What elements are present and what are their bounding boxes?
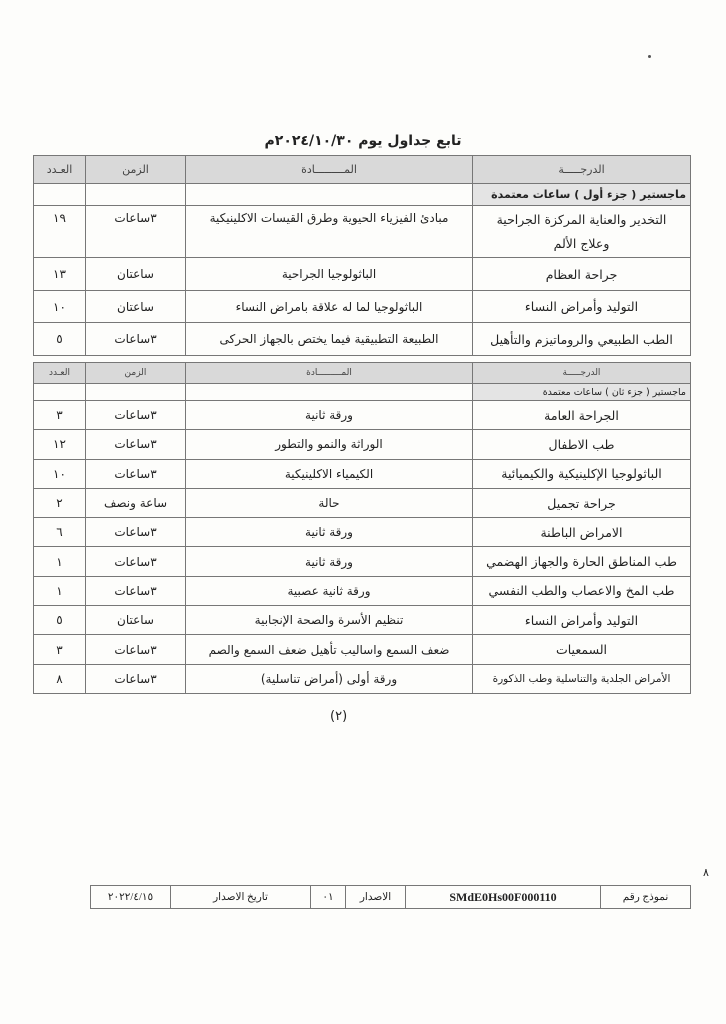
table-header [34, 156, 691, 184]
count-cell: ٣ [34, 401, 86, 430]
count-cell: ١٢ [34, 430, 86, 459]
table-row [34, 323, 691, 356]
header-time: الزمن [86, 156, 186, 184]
table-row [34, 488, 691, 517]
issue-label: الاصدار [346, 886, 406, 909]
section-label: ماجستير ( جزء ثان ) ساعات معتمدة [473, 384, 691, 401]
subject-cell: الباثولوجيا الجراحية [186, 258, 473, 291]
degree-cell: الأمراض الجلدية والتناسلية وطب الذكورة [473, 664, 691, 693]
header-time: الزمن [86, 363, 186, 384]
form-footer-table [90, 885, 691, 909]
degree-cell-line2: وعلاج الألم [553, 235, 610, 251]
count-cell: ٢ [34, 488, 86, 517]
section-row [34, 184, 691, 206]
subject-cell: الكيمياء الاكلينيكية [186, 459, 473, 488]
scan-speck [648, 55, 651, 58]
subject-cell: مبادئ الفيزياء الحيوية وطرق القيسات الاكلينيكية [186, 206, 473, 258]
count-cell: ٥ [34, 323, 86, 356]
time-cell: ٣ساعات [86, 459, 186, 488]
table-row [34, 518, 691, 547]
subject-cell: ورقة أولى (أمراض تناسلية) [186, 664, 473, 693]
count-cell: ١٠ [34, 459, 86, 488]
count-cell: ٥ [34, 606, 86, 635]
degree-cell: التوليد وأمراض النساء [473, 291, 691, 323]
subject-cell: ورقة ثانية [186, 518, 473, 547]
header-degree: الدرجـــــة [473, 363, 691, 384]
degree-cell: جراحة العظام [473, 258, 691, 291]
time-cell: ساعة ونصف [86, 488, 186, 517]
count-cell: ٦ [34, 518, 86, 547]
subject-cell: تنظيم الأسرة والصحة الإنجابية [186, 606, 473, 635]
table-row [34, 401, 691, 430]
time-cell: ٣ساعات [86, 206, 186, 258]
schedule-table-part-one [33, 155, 691, 356]
time-cell: ٣ساعات [86, 430, 186, 459]
count-cell: ١٣ [34, 258, 86, 291]
count-cell: ١ [34, 576, 86, 605]
section-label: ماجستير ( جزء أول ) ساعات معتمدة [473, 184, 691, 206]
count-cell: ١٩ [34, 206, 86, 258]
subject-cell: الباثولوجيا لما له علاقة بامراض النساء [186, 291, 473, 323]
table-header [34, 363, 691, 384]
subject-cell: ورقة ثانية [186, 401, 473, 430]
table-row [34, 635, 691, 664]
table-row [34, 430, 691, 459]
corner-mark: ٨ [703, 866, 709, 879]
subject-cell: ضعف السمع واساليب تأهيل ضعف السمع والصم [186, 635, 473, 664]
table-row [34, 664, 691, 693]
table-row [34, 606, 691, 635]
issue-number: ٠١ [311, 886, 346, 909]
header-subject: المـــــــــادة [186, 156, 473, 184]
subject-cell: حالة [186, 488, 473, 517]
degree-cell: الطب الطبيعي والروماتيزم والتأهيل [473, 323, 691, 356]
degree-cell: جراحة تجميل [473, 488, 691, 517]
form-number-label: نموذج رقم [601, 886, 691, 909]
time-cell: ٣ساعات [86, 323, 186, 356]
time-cell: ٣ساعات [86, 635, 186, 664]
count-cell: ٣ [34, 635, 86, 664]
time-cell: ٣ساعات [86, 547, 186, 576]
section-row [34, 384, 691, 401]
subject-cell: الوراثة والنمو والتطور [186, 430, 473, 459]
degree-cell: طب الاطفال [473, 430, 691, 459]
time-cell: ٣ساعات [86, 401, 186, 430]
time-cell: ساعتان [86, 258, 186, 291]
header-count: العـدد [34, 363, 86, 384]
count-cell: ٨ [34, 664, 86, 693]
subject-cell: ورقة ثانية [186, 547, 473, 576]
table-row [34, 291, 691, 323]
header-degree: الدرجـــــة [473, 156, 691, 184]
page-number: (٢) [330, 709, 348, 724]
degree-cell: الامراض الباطنة [473, 518, 691, 547]
degree-cell: التخدير والعناية المركزة الجراحية [496, 211, 667, 227]
issue-date-label: تاريخ الاصدار [171, 886, 311, 909]
header-count: العـدد [34, 156, 86, 184]
degree-cell: طب المناطق الحارة والجهاز الهضمي [473, 547, 691, 576]
degree-cell: السمعيات [473, 635, 691, 664]
degree-cell: التوليد وأمراض النساء [473, 606, 691, 635]
count-cell: ١٠ [34, 291, 86, 323]
degree-cell: الباثولوجيا الإكلينيكية والكيميائية [473, 459, 691, 488]
table-row [34, 576, 691, 605]
count-cell: ١ [34, 547, 86, 576]
subject-cell: ورقة ثانية عصبية [186, 576, 473, 605]
table-row [34, 206, 691, 258]
schedule-table-part-two [33, 362, 691, 694]
subject-cell: الطبيعة التطبيقية فيما يختص بالجهاز الحركى [186, 323, 473, 356]
time-cell: ساعتان [86, 606, 186, 635]
table-row [34, 258, 691, 291]
degree-cell: طب المخ والاعصاب والطب النفسي [473, 576, 691, 605]
degree-cell: الجراحة العامة [473, 401, 691, 430]
issue-date: ٢٠٢٢/٤/١٥ [91, 886, 171, 909]
header-subject: المـــــــــادة [186, 363, 473, 384]
table-row [34, 547, 691, 576]
form-code: SMdE0Hs00F000110 [406, 886, 601, 909]
time-cell: ساعتان [86, 291, 186, 323]
table-row [34, 459, 691, 488]
time-cell: ٣ساعات [86, 664, 186, 693]
page-title: تابع جداول يوم ٢٠٢٤/١٠/٣٠م [264, 133, 462, 149]
footer-row [91, 886, 691, 909]
time-cell: ٣ساعات [86, 576, 186, 605]
time-cell: ٣ساعات [86, 518, 186, 547]
